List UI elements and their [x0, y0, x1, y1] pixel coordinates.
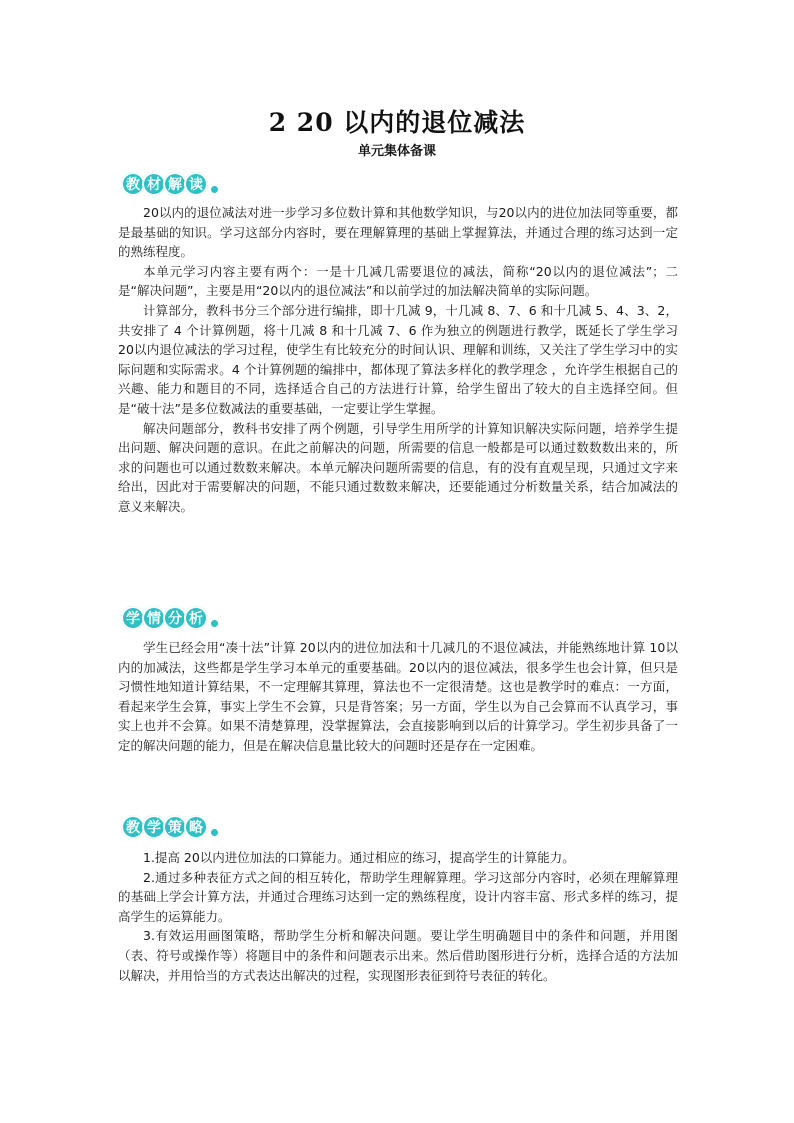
section-badge-student-analysis — [121, 604, 218, 632]
section-teaching-strategy — [118, 848, 678, 985]
badge-char: 读 — [184, 172, 208, 196]
section-student-analysis — [118, 638, 678, 756]
badge-char: 学 — [142, 815, 166, 839]
section-badge-teaching-strategy — [121, 813, 218, 841]
badge-char: 略 — [184, 815, 208, 839]
badge-char: 析 — [184, 606, 208, 630]
section-badge-textbook-reading — [121, 170, 218, 198]
badge-dot — [211, 620, 218, 627]
page-title: 2 20 以内的退位减法 — [268, 108, 526, 137]
paragraph: 1.提高 20以内进位加法的口算能力。通过相应的练习，提高学生的计算能力。 — [143, 850, 575, 865]
badge-char: 情 — [142, 606, 166, 630]
badge-char: 分 — [163, 606, 187, 630]
badge-char: 教 — [121, 172, 145, 196]
section-textbook-reading — [118, 203, 678, 517]
paragraph: 2.通过多种表征方式之间的相互转化，帮助学生理解算理。学习这部分内容时，必须在理解算理的基础上学会计算方法，并通过合理练习达到一定的熟练程度，设计内容丰富、形式多样的练习，提高学生的运算能力。 — [118, 869, 678, 924]
paragraph: 解决问题部分，教科书安排了两个例题，引导学生用所学的计算知识解决实际问题，培养学生提出问题、解决问题的意识。在此之前解决的问题，所需要的信息一般都是可以通过数数数出来的，所求的问题也可以通过数数来解决。本单元解决问题所需要的信息，有的没有直观呈现，只通过文字来给出，因此对于需要解决的问题，不能只通过数数来解决，还要能通过分析数量关系，结合加减法的意义来解决。 — [118, 420, 678, 514]
badge-char: 解 — [163, 172, 187, 196]
badge-char: 材 — [142, 172, 166, 196]
paragraph: 学生已经会用“凑十法”计算 20以内的进位加法和十几减几的不退位减法，并能熟练地计算 10以内的加减法，这些都是学生学习本单元的重要基础。20以内的退位减法，很多学生也会计算，但只是习惯性地知道计算结果，不一定理解其算理，算法也不一定很清楚。这也是教学时的难点：一方面，看起来学生会算，事实上学生不会算，只是背答案；另一方面，学生以为自己会算而不认真学习，事实上也并不会算。如果不清楚算理，没掌握算法，会直接影响到以后的计算学习。学生初步具备了一定的解决问题的能力，但是在解决信息量比较大的问题时还是存在一定困难。 — [118, 640, 678, 753]
page-subtitle: 单元集体备课 — [357, 144, 436, 159]
badge-dot — [211, 829, 218, 836]
badge-char: 策 — [163, 815, 187, 839]
paragraph: 本单元学习内容主要有两个：一是十几减几需要退位的减法，简称“20以内的退位减法”；二是“解决问题”，主要是用“20以内的退位减法”和以前学过的加法解决简单的实际问题。 — [118, 263, 678, 299]
badge-dot — [211, 186, 218, 193]
badge-char: 教 — [121, 815, 145, 839]
paragraph: 20以内的退位减法对进一步学习多位数计算和其他数学知识，与20以内的进位加法同等重要，都是最基础的知识。学习这部分内容时，要在理解算理的基础上掌握算法，并通过合理的练习达到一定的熟练程度。 — [118, 205, 678, 260]
badge-char: 学 — [121, 606, 145, 630]
paragraph: 3.有效运用画图策略，帮助学生分析和解决问题。要让学生明确题目中的条件和问题，并用图（表、符号或操作等）将题目中的条件和问题表示出来。然后借助图形进行分析，选择合适的方法加以解决，并用恰当的方式表达出解决的过程，实现图形表征到符号表征的转化。 — [118, 928, 678, 983]
paragraph: 计算部分，教科书分三个部分进行编排，即十几减 9，十几减 8、7、6 和十几减 5、4、3、2，共安排了 4 个计算例题，将十几减 8 和十几减 7、6 作为独立的例题进行教学，既延长了学生学习 20以内退位减法的学习过程，使学生有比较充分的时间认识、理解和训练，又关注了学生学习中的实际问题和实际需求。4 个计算例题的编排中，都体现了算法多样化的教学理念 ，允许学生根据自己的兴趣、能力和题目的不同，选择适合自己的方法进行计算，给学生留出了较大的自主选择空间。但是“破十法”是多位数减法的重要基础，一定要让学生掌握。 — [118, 302, 678, 416]
